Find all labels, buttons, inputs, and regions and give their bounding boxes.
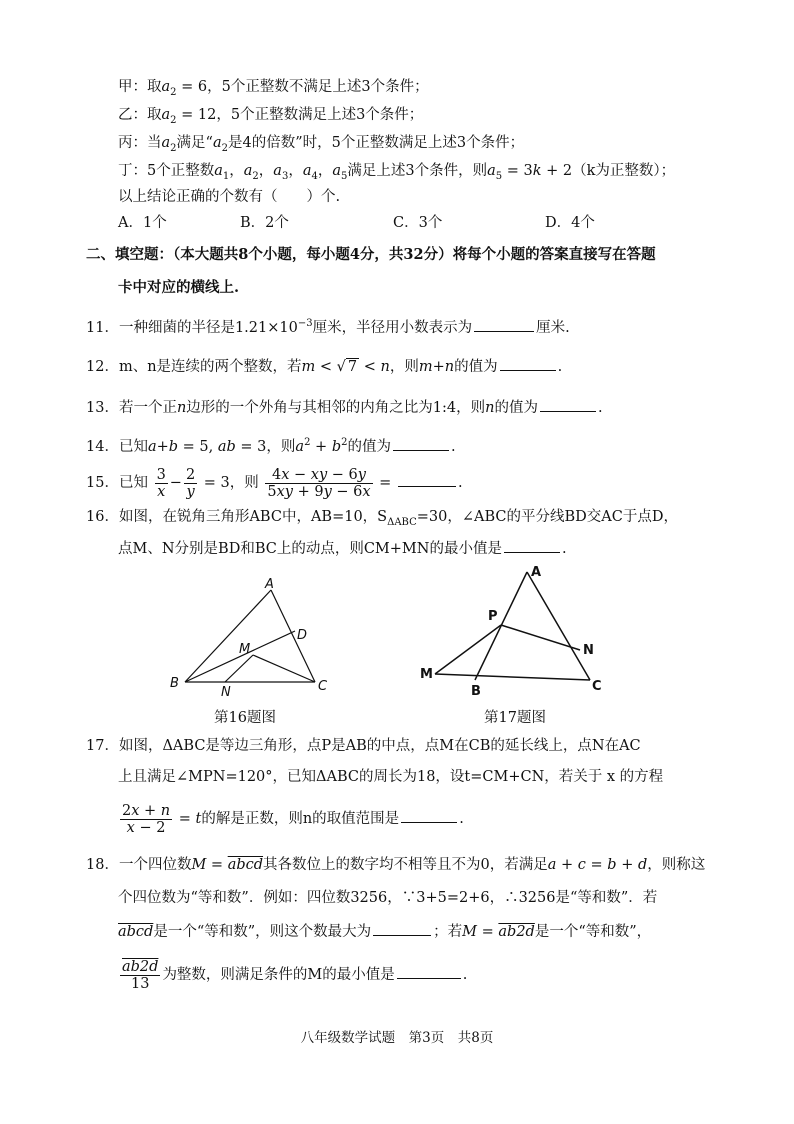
fig17-label-p: P	[488, 609, 498, 624]
q10-conclusion: 以上结论正确的个数有（ ）个.	[118, 189, 341, 205]
q10-statement-ding: 丁：5个正整数$a_1$，$a_2$，$a_3$，$a_4$，$a_5$满足上述3个条件，则$a_5 = 3k + 2(k$为正整数）；	[118, 163, 676, 182]
answer-blank-11[interactable]	[474, 317, 534, 332]
fig17-label-a: A	[531, 565, 542, 580]
question-16-line2: 点M、N分别是BD和BC上的动点，则CM+MN的最小值是 .	[118, 538, 567, 558]
question-16-line1: 16．如图，在锐角三角形ABC中，AB=10，$S_{\Delta ABC}=30$，∠ABC的平分线BD交AC于点D，	[86, 509, 678, 528]
q10-option-c: C．3个	[393, 215, 443, 231]
question-12: 12．m、n是连续的两个整数，若m < √ 7 < n，则m+n的值为 .	[86, 356, 562, 376]
section2-heading-line1: 二、填空题：（本大题共8个小题，每小题4分，共32分）将每个小题的答案直接写在答题	[86, 246, 656, 263]
question-11: 11．一种细菌的半径是$1.21\times 10^{-3}$厘米，半径用小数表示为 厘米.	[86, 318, 570, 336]
answer-blank-18a[interactable]	[373, 921, 431, 936]
fig17-label-c: C	[592, 679, 602, 694]
fig17-segment-pn	[501, 625, 580, 650]
fig16-label-m: M	[239, 642, 251, 657]
answer-blank-14[interactable]	[393, 436, 449, 451]
question-18-line1: 18．一个四位数M = abcd其各数位上的数字均不相等且不为0，若满足a + c = b + d，则称这	[86, 857, 706, 873]
figure-17	[415, 562, 615, 702]
answer-blank-18b[interactable]	[397, 964, 461, 979]
question-14: 14．已知a+b = 5, ab = 3，则$a^2 + b^2$的值为 .	[86, 437, 456, 455]
question-17-line2: 上且满足∠MPN=120°，已知ΔABC的周长为18，设t=CM+CN，若关于 x 的方程	[118, 769, 664, 785]
fig17-side-ac	[527, 572, 590, 680]
fig16-side-ac	[271, 590, 315, 682]
q10-option-b: B．2个	[240, 215, 289, 231]
fig17-label-b: B	[471, 684, 481, 699]
fig16-caption: 第16题图	[214, 710, 276, 726]
question-18-line3: abcd是一个“等和数”，则这个数最大为 ；若M = ab2d是一个“等和数”，	[118, 921, 651, 941]
question-18-line2: 个四位数为“等和数”．例如：四位数3256，∵3+5=2+6，∴3256是“等和数”．若	[118, 890, 658, 906]
section2-heading-line2: 卡中对应的横线上.	[118, 279, 240, 296]
fig17-label-n: N	[583, 643, 594, 658]
fig16-side-ab	[185, 590, 271, 682]
q10-option-d: D．4个	[545, 215, 595, 231]
question-18-line4: $\frac{ab2d}{13}$ 为整数，则满足条件的M的最小值是 .	[122, 958, 468, 992]
fig16-segment-mn	[225, 655, 253, 682]
answer-blank-12[interactable]	[500, 356, 556, 371]
answer-blank-17[interactable]	[401, 808, 457, 823]
answer-blank-13[interactable]	[540, 397, 596, 412]
fig17-side-mc	[435, 674, 590, 680]
fig17-caption: 第17题图	[484, 710, 546, 726]
question-17-line1: 17．如图，ΔABC是等边三角形，点P是AB的中点，点M在CB的延长线上，点N在AC	[86, 738, 641, 754]
answer-blank-16[interactable]	[504, 538, 560, 553]
answer-blank-15[interactable]	[398, 472, 456, 487]
q10-option-a: A．1个	[118, 215, 167, 231]
fig17-segment-mp	[435, 625, 501, 674]
fig16-label-c: C	[318, 679, 328, 694]
fig17-side-ab	[475, 572, 527, 680]
q10-statement-yi: 乙：取$a_2 = 12$，5个正整数满足上述3个条件；	[118, 107, 424, 126]
page-footer: 八年级数学试题 第3页 共8页	[300, 1030, 494, 1046]
question-15: 15．已知 $\frac{3}{x}$ − $\frac{2}{y}$ = 3，则 $\frac{4x - xy - 6y}{5xy + 9y - 6x}$ = .	[86, 466, 463, 500]
question-17-line3: $\frac{2x + n}{x - 2}$ = t的解是正数，则n的取值范围是 .	[122, 802, 464, 836]
question-13: 13．若一个正n边形的一个外角与其相邻的内角之比为1:4，则n的值为 .	[86, 397, 603, 417]
q10-statement-bing: 丙：当$a_2$满足“$a_2$是4的倍数”时，5个正整数满足上述3个条件；	[118, 135, 525, 154]
fig16-label-a: A	[265, 577, 274, 592]
fig16-label-b: B	[170, 676, 179, 691]
fig16-label-d: D	[297, 628, 308, 643]
fig16-label-n: N	[221, 685, 231, 700]
figure-16	[165, 575, 345, 700]
fig17-label-m: M	[420, 667, 433, 682]
fig16-segment-cm	[253, 655, 315, 682]
q10-statement-jia: 甲：取$a_2 = 6$，5个正整数不满足上述3个条件；	[118, 79, 429, 98]
